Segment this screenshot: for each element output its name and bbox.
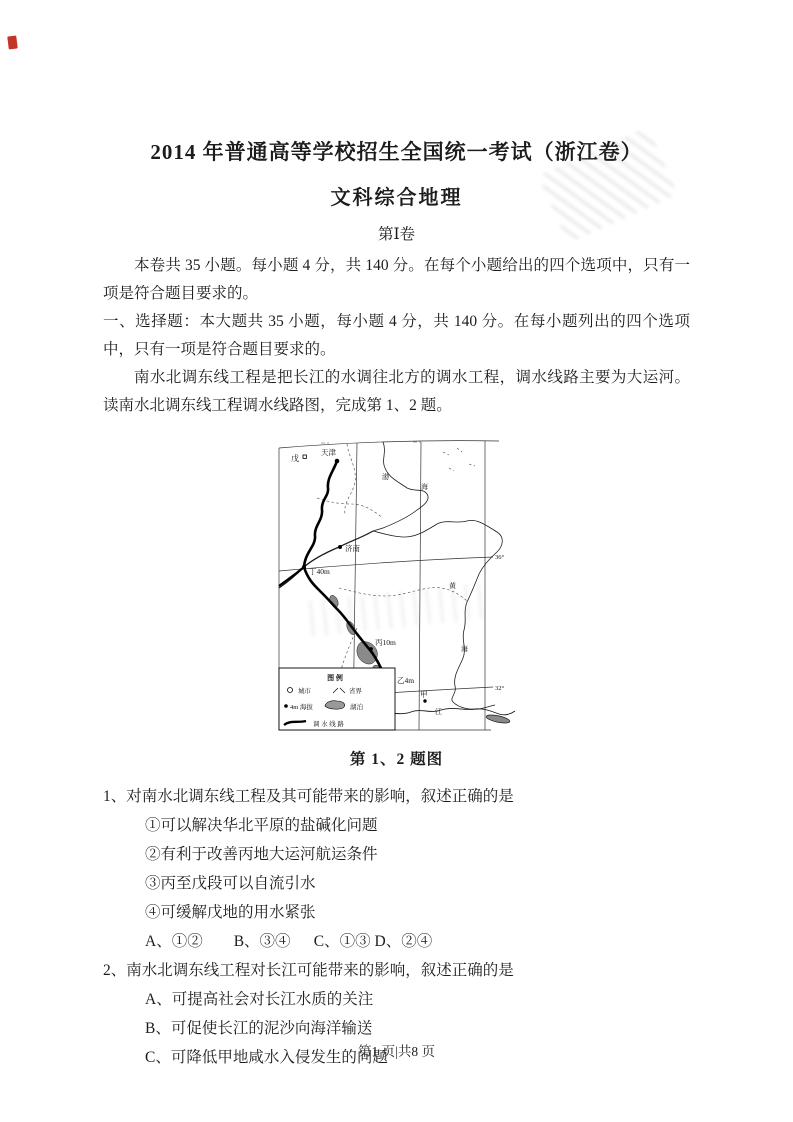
question-1-item-3: ③丙至戊段可以自流引水 [145,875,316,892]
province-border-hebei [317,498,383,518]
question-1-item-1: ①可以解决华北平原的盐碱化问题 [145,817,378,834]
jinan-city-dot [338,545,342,549]
legend-lake-label: 湖泊 [349,704,363,711]
legend-route-label: 调 水 线 路 [312,721,344,728]
red-corner-mark [7,36,18,50]
route-north-segment [304,461,337,567]
exam-subtitle: 文科综合地理 [330,187,463,209]
label-huanghai-2: 海 [460,645,468,653]
wu-city-square [303,455,306,458]
water-diversion-route-map [277,438,517,734]
legend-title: 图 例 [326,674,343,682]
label-lat-36: 36° [494,554,504,561]
label-jinan: 济南 [344,544,360,553]
label-lat-32: 32° [494,685,504,692]
question-2-stem: 2、南水北调东线工程对长江可能带来的影响，叙述正确的是 [103,962,514,979]
bing-elevation-dot [369,647,373,651]
question-1-stem: 1、对南水北调东线工程及其可能带来的影响，叙述正确的是 [103,788,514,805]
jia-dot [423,699,426,702]
exam-title: 2014 年普通高等学校招生全国统一考试（浙江卷） [150,140,643,164]
bohai-coastline [373,442,428,531]
province-borders [317,444,475,670]
legend-border-label: 省界 [348,688,362,695]
label-bing-10m: 丙10m [374,638,396,647]
page-content [103,0,690,1072]
intro-paragraph: 本卷共 35 小题。每小题 4 分，共 140 分。在每个小题给出的四个选项中，只有一项是符合题目要求的。 [103,257,690,302]
question-2-option-b: B、可促使长江的泥沙向海洋输送 [145,1020,373,1037]
label-jiang: 江 [434,708,442,716]
question-2-option-a: A、可提高社会对长江水质的关注 [145,991,374,1008]
tianjin-city-dot [334,459,339,464]
map-legend [279,668,395,730]
legend-elevation-symbol [284,704,288,708]
section-one-heading: 一、选择题：本大题共 35 小题，每小题 4 分，共 140 分。在每小题列出的四个选项中，只有一项是符合题目要求的。 [103,313,690,358]
question-1-item-4: ④可缓解戊地的用水紧张 [145,904,316,921]
province-border-west [341,628,357,670]
label-jia: 甲 [419,690,427,699]
page-footer: 第1 页|共8 页 [358,1044,435,1059]
legend-elevation-label: 4m 海拔 [289,704,313,711]
label-bohai-1: 渤 [381,473,389,481]
volume-heading: 第Ⅰ卷 [377,226,416,243]
yellow-river [279,531,373,588]
question-1-choices: A、①② B、③④ C、①③ D、②④ [145,933,433,950]
question-1 [103,782,690,956]
label-tianjin: 天津 [320,448,336,457]
question-1-item-2: ②有利于改善丙地大运河航运条件 [145,846,378,863]
province-border-north [344,444,355,514]
legend-lake-symbol [325,701,345,709]
map-figure [277,438,517,739]
label-wu: 戊 [290,454,299,463]
legend-city-label: 城市 [297,688,311,695]
islands [443,448,475,471]
reading-passage: 南水北调东线工程是把长江的水调往北方的调水工程，调水线路主要为大运河。读南水北调东线工程调水线路图，完成第 1、2 题。 [103,369,690,414]
label-huanghai-1: 黄 [448,582,456,590]
top-border-parallel [279,441,499,448]
label-bohai-2: 海 [420,483,428,491]
ding-elevation-dot [302,565,306,569]
label-yi-4m: 乙4m [396,676,414,685]
figure-caption: 第 1、2 题图 [349,751,444,768]
question-2-option-c: C、可降低甲地咸水入侵发生的问题 [145,1049,388,1066]
province-border-shandong-jiangsu [339,588,467,601]
label-ding-40m: 丁40m [308,567,330,576]
